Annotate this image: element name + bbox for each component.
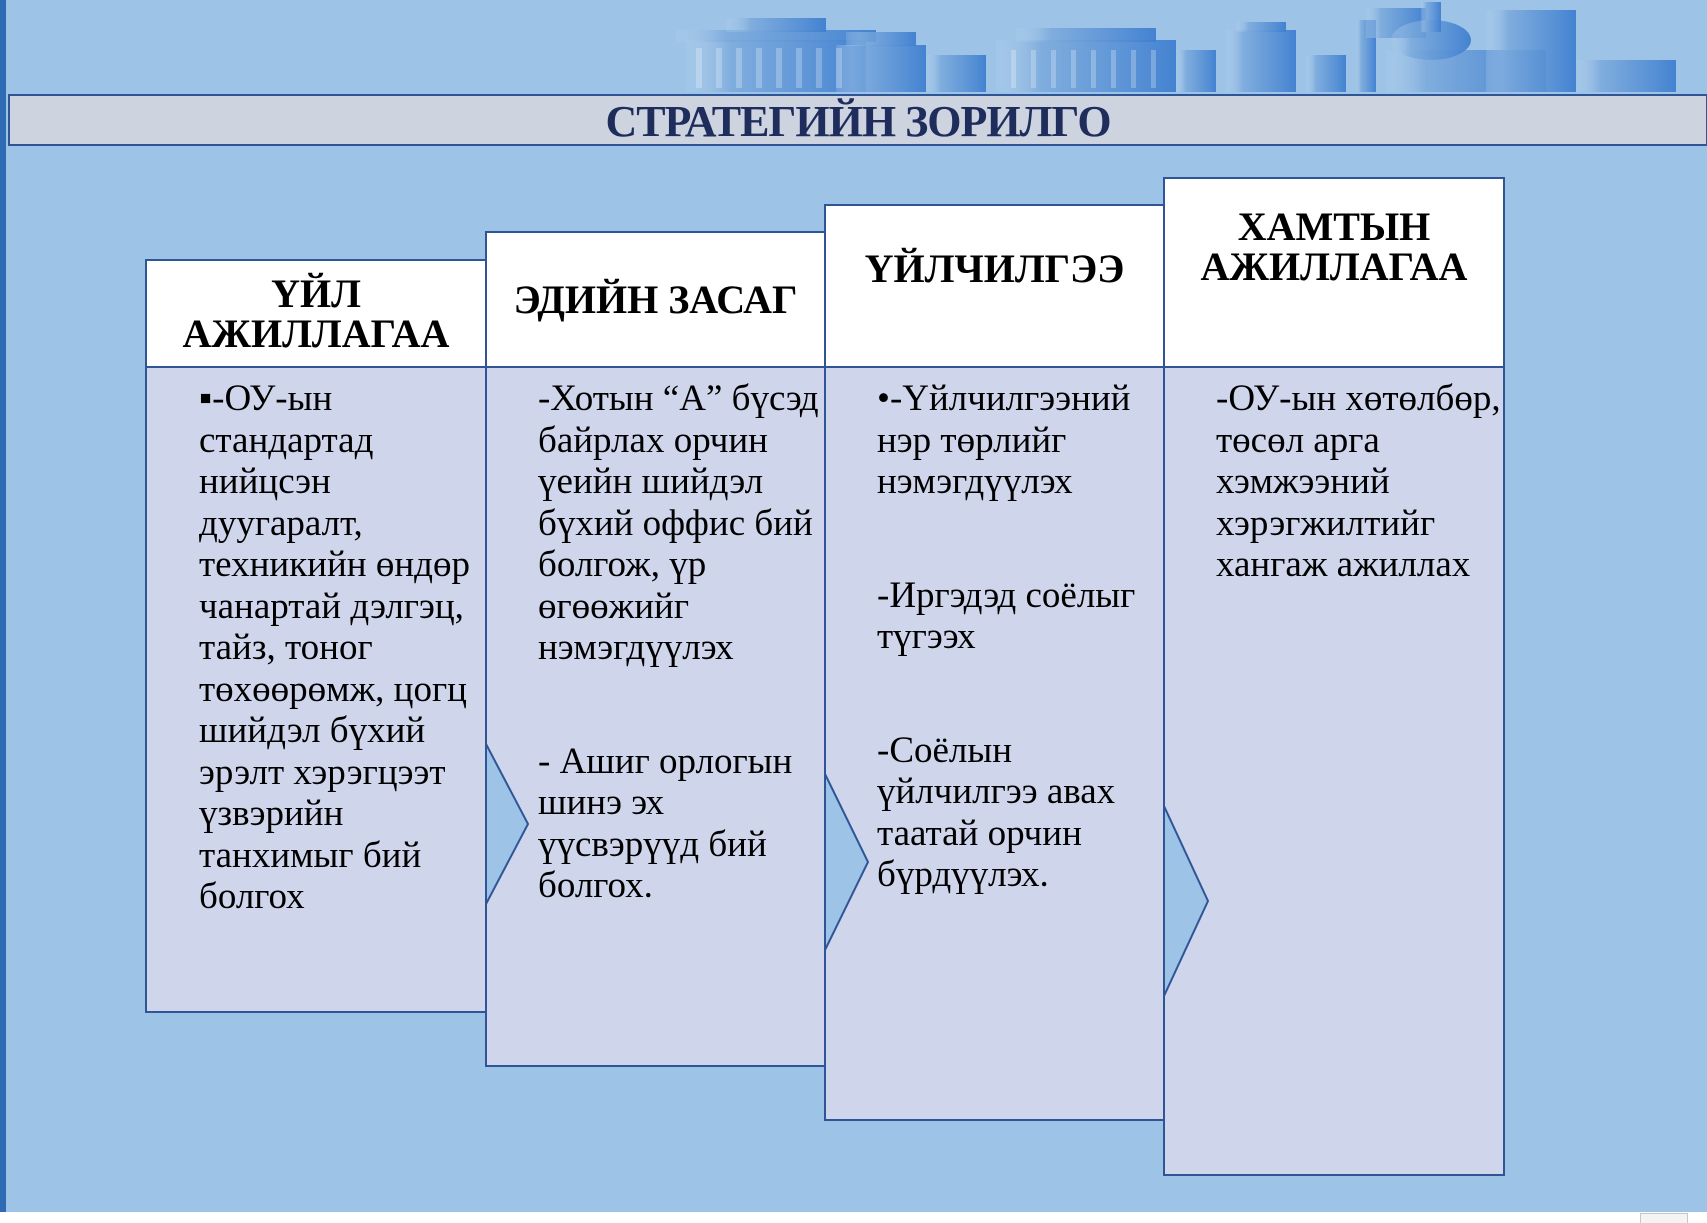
column-2-paragraph-1: -Хотын “А” бүсэд байрлах орчин үеийн шийдэл бүхий оффис бий болгож, үр өгөөжийг нэмэгдүүлэх [538,378,819,668]
column-1-paragraph-1: ▪-ОУ-ын стандартад нийцсэн дуугаралт, техникийн өндөр чанартай дэлгэц, тайз, тоног төхөөрөмж, цогц шийдэл бүхий эрэлт хэрэгцээт үзвэрийн танхимыг бий болгох [199,378,470,917]
column-2-text [538,378,828,907]
column-2-heading: ЭДИЙН ЗАСАГ [513,276,798,322]
bottom-strip [0,1212,1707,1222]
column-2-paragraph-2: - Ашиг орлогын шинэ эх үүсвэрүүд бий болгох. [538,740,793,906]
column-3-paragraph-3: -Соёлын үйлчилгээ авах таатай орчин бүрдүүлэх. [877,729,1116,895]
slide-title: СТРАТЕГИЙН ЗОРИЛГО [605,97,1111,146]
column-3-text [877,378,1169,896]
column-3-paragraph-2: -Иргэдэд соёлыг түгээх [877,574,1136,657]
column-4-text [1216,378,1506,586]
column-3-paragraph-1: •-Үйлчилгээний нэр төрлийг нэмэгдүүлэх [877,378,1131,502]
column-3-heading: ҮЙЛЧИЛГЭЭ [864,246,1125,291]
column-1-text [199,378,484,918]
column-1-heading: ҮЙЛ АЖИЛЛАГАА [182,270,450,356]
column-4-paragraph-1: -ОУ-ын хөтөлбөр, төсөл арга хэмжээний хэрэгжилтийг хангаж ажиллах [1216,378,1501,585]
column-4-heading: ХАМТЫН АЖИЛЛАГАА [1200,203,1468,289]
